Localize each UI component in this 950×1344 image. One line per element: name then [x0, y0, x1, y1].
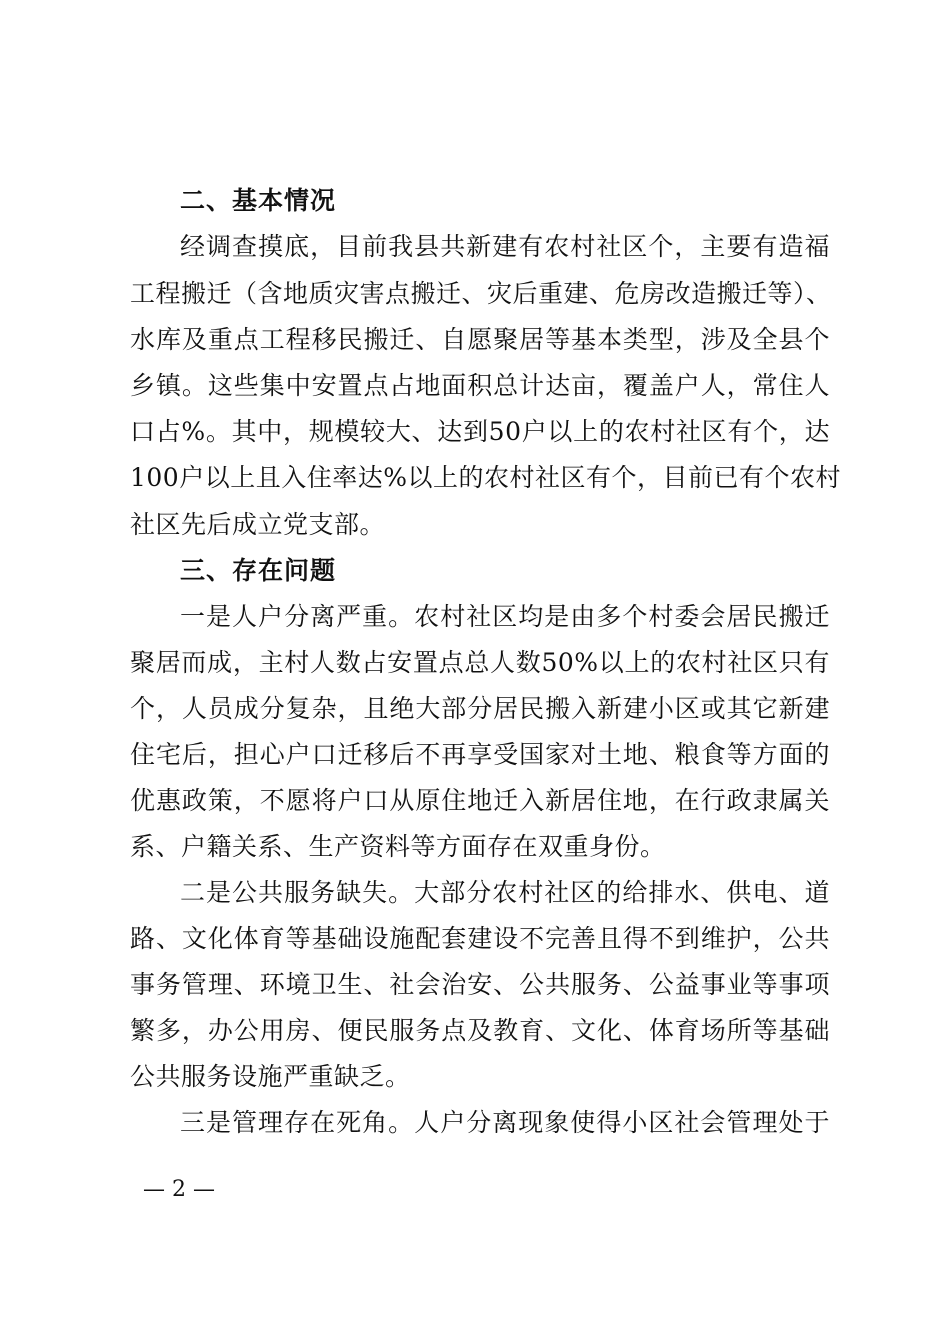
section-heading-existing-problems: 三、存在问题 [180, 556, 337, 585]
paragraph-line: 100户以上且入住率达%以上的农村社区有个，目前已有个农村 [130, 463, 841, 492]
paragraph-line: 住宅后，担心户口迁移后不再享受国家对土地、粮食等方面的 [130, 740, 830, 769]
paragraph-line: 公共服务设施严重缺乏。 [130, 1062, 411, 1091]
paragraph-line: 个，人员成分复杂，且绝大部分居民搬入新建小区或其它新建 [130, 694, 830, 723]
paragraph-line: 一是人户分离严重。农村社区均是由多个村委会居民搬迁 [180, 602, 830, 631]
paragraph-line: 聚居而成，主村人数占安置点总人数50%以上的农村社区只有 [130, 648, 830, 677]
paragraph-line: 系、户籍关系、生产资料等方面存在双重身份。 [130, 832, 666, 861]
paragraph-line: 繁多，办公用房、便民服务点及教育、文化、体育场所等基础 [130, 1016, 830, 1045]
page-number: — 2 — [143, 1177, 215, 1202]
paragraph-line: 水库及重点工程移民搬迁、自愿聚居等基本类型，涉及全县个 [130, 325, 830, 354]
paragraph-line: 乡镇。这些集中安置点占地面积总计达亩，覆盖户人，常住人 [130, 371, 830, 400]
paragraph-line: 工程搬迁（含地质灾害点搬迁、灾后重建、危房改造搬迁等）、 [130, 279, 832, 308]
paragraph-line: 二是公共服务缺失。大部分农村社区的给排水、供电、道 [180, 878, 830, 907]
paragraph-line: 三是管理存在死角。人户分离现象使得小区社会管理处于 [180, 1108, 830, 1137]
paragraph-line: 口占%。其中，规模较大、达到50户以上的农村社区有个，达 [130, 417, 830, 446]
paragraph-line: 经调查摸底，目前我县共新建有农村社区个，主要有造福 [180, 232, 830, 261]
section-heading-basic-situation: 二、基本情况 [180, 186, 337, 215]
paragraph-line: 路、文化体育等基础设施配套建设不完善且得不到维护，公共 [130, 924, 830, 953]
paragraph-line: 社区先后成立党支部。 [130, 510, 386, 539]
paragraph-line: 事务管理、环境卫生、社会治安、公共服务、公益事业等事项 [130, 970, 830, 999]
paragraph-line: 优惠政策，不愿将户口从原住地迁入新居住地，在行政隶属关 [130, 786, 830, 815]
